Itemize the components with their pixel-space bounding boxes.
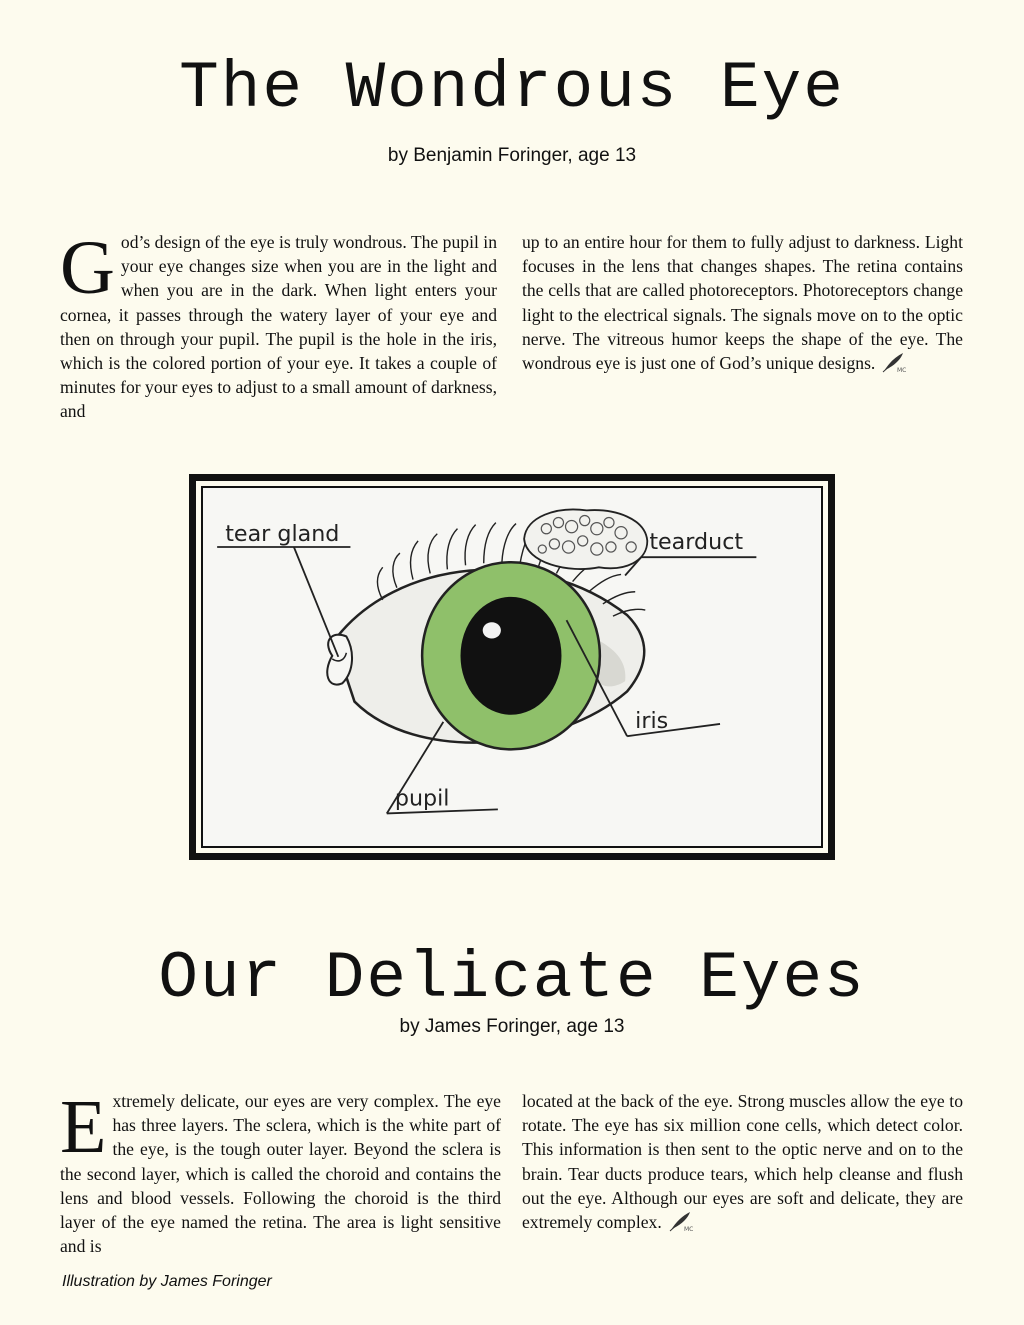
pupil-shape xyxy=(461,597,562,715)
label-tear-gland: tear gland xyxy=(225,520,340,547)
article1-title: The Wondrous Eye xyxy=(179,51,845,126)
article1-column-2-text: up to an entire hour for them to fully adjust to darkness. Light focuses in the lens that changes shapes. The retina contains the cells that are called photoreceptors. Photoreceptors change light to the electrical signals. The signals move on to the optic nerve. The vitreous humor keeps the shape of the eye. The wondrous eye is just one of God’s unique designs. xyxy=(522,232,963,374)
article1-column-2 xyxy=(522,230,963,379)
quill-icon xyxy=(668,1210,694,1238)
article2-byline: by James Foringer, age 13 xyxy=(399,1016,625,1037)
label-iris: iris xyxy=(635,707,669,735)
eye-drawing xyxy=(203,488,821,846)
label-tearduct: tearduct xyxy=(649,528,744,556)
article1-dropcap: G xyxy=(60,226,115,310)
article1-column-1 xyxy=(60,226,497,424)
quill-icon xyxy=(881,351,907,379)
tear-gland-shape xyxy=(327,635,352,685)
article1-byline: by Benjamin Foringer, age 13 xyxy=(387,145,637,166)
article2-column-1 xyxy=(60,1085,501,1258)
article2-column-2 xyxy=(522,1089,963,1238)
article2-column-1-text: xtremely delicate, our eyes are very complex. The eye has three layers. The sclera, which is the white part of the eye, is the tough outer layer. Beyond the sclera is the second layer, which is called the choroid and contains the lens and blood vessels. Following the choroid is the third layer of the eye named the retina. The area is light sensitive and is xyxy=(60,1091,501,1257)
article2-column-2-text: located at the back of the eye. Strong muscles allow the eye to rotate. The eye has six million cone cells, which detect color. This information is then sent to the optic nerve and on to the brain. Tear ducts produce tears, which help cleanse and flush out the eye. Although our eyes are soft and delicate, they are extremely complex. xyxy=(522,1091,963,1233)
tearduct-shape xyxy=(524,509,647,569)
article1-column-1-text: od’s design of the eye is truly wondrous. The pupil in your eye changes size when you are in the light and when you are in the dark. When light enters your cornea, it passes through the watery layer of your eye and then on through your pupil. The pupil is the hole in the iris, which is the colored portion of your eye. It takes a couple of minutes for your eyes to adjust to a small amount of darkness, and xyxy=(60,232,497,422)
illustration-frame xyxy=(189,474,835,860)
illustration-credit: Illustration by James Foringer xyxy=(62,1273,272,1290)
article2-dropcap: E xyxy=(60,1085,107,1169)
svg-text:MC: MC xyxy=(683,1226,694,1233)
article2-title: Our Delicate Eyes xyxy=(158,941,866,1016)
svg-text:MC: MC xyxy=(897,367,907,374)
label-pupil: pupil xyxy=(394,785,450,812)
